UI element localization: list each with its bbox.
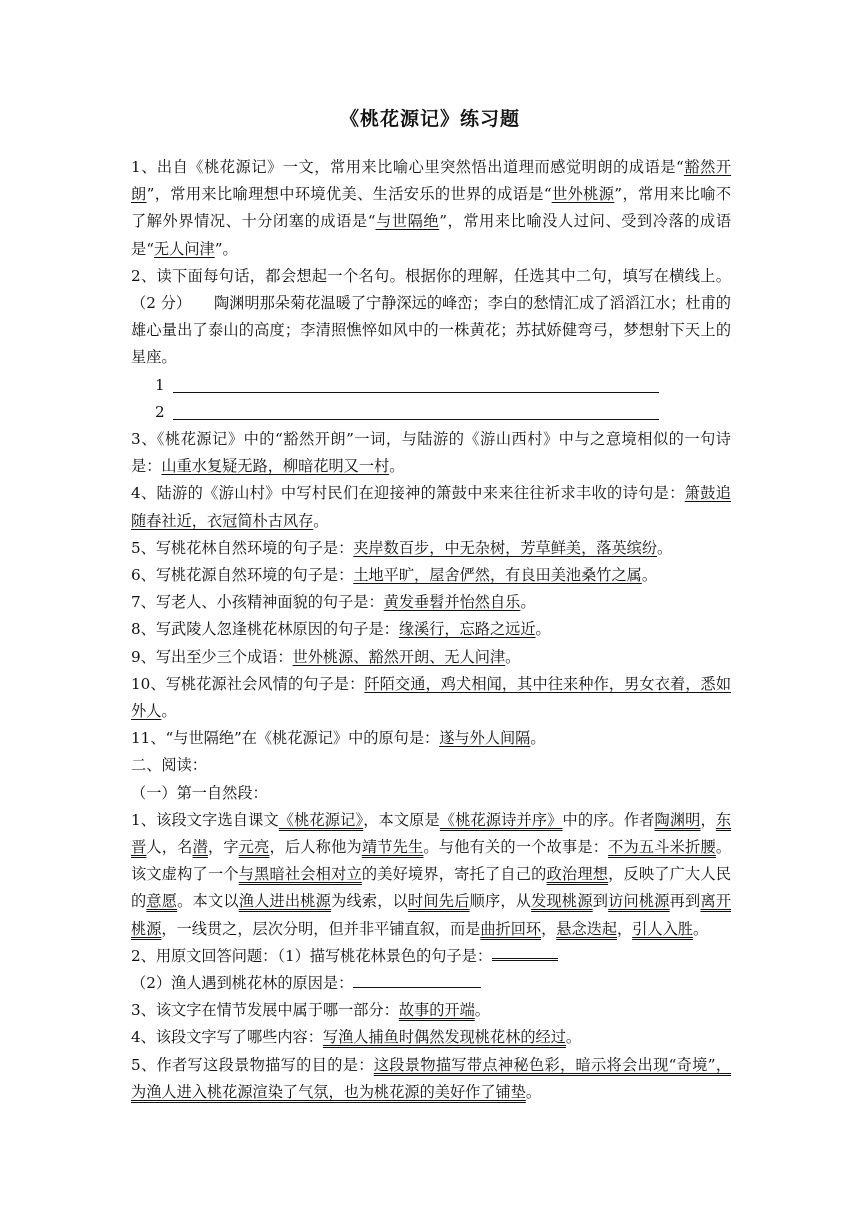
question-text: 9、写出至少三个成语： [131,647,293,666]
question-text: 。 [313,511,329,530]
question-text: 。 [692,919,709,938]
reading-question-1 [131,807,731,943]
blank-line [173,374,659,393]
question-text: 。 [535,620,551,639]
answer: 访问桃源 [608,892,670,911]
question-text: ， [541,919,557,938]
question-text: 人，名 [146,838,193,857]
question-text: 中的序。作者 [562,810,655,829]
question-5 [131,535,731,562]
section-heading: 二、阅读： [131,756,207,775]
question-text: 11、“与世隔绝”在《桃花源记》中的原句是： [131,729,440,748]
question-text: 。该文虚构了一个 [131,838,732,884]
question-text: ”，常用来比喻理想中环境优美、生活安乐的世界的成语是“ [146,185,552,204]
question-text: 。 [530,729,546,748]
answer: 与黑暗社会相对立 [238,865,362,884]
question-text: ， [700,810,716,829]
question-text: ，本文原是 [363,810,440,829]
subsection-heading: （一）第一自然段： [131,783,268,802]
blank-number: 1 [155,375,165,394]
question-9 [131,644,731,671]
answer: 故事的开端 [398,1001,475,1020]
answer: 夹岸数百步，中无杂树，芳草鲜美，落英缤纷 [353,538,658,557]
question-text: ， [617,919,633,938]
answer: 与世隔绝 [375,212,440,231]
answer: 箫鼓追随春社近，衣冠简朴古风存 [131,484,731,530]
question-text: ”，常用来比喻不了解外界情况、十分闭塞的成语是“ [131,185,732,231]
question-text: 。 [657,538,673,557]
question-text: ”，常用来比喻没人过问、受到冷落的成语是“ [131,212,732,258]
question-text: 到 [592,892,609,911]
question-text: 4、陆游的《游山村》中写村民们在迎接神的箫鼓中来来往往祈求丰收的诗句是： [131,484,685,503]
reading-question-5 [131,1052,731,1106]
blank-line [173,401,659,420]
question-text: 5、写桃花林自然环境的句子是： [131,538,354,557]
question-text: 1、该段文字选自课文 [131,810,279,829]
question-text: 再到 [669,892,701,911]
answer: 引人入胜 [632,919,693,938]
answer: 离开桃源 [131,892,732,938]
answer: 靖节先生 [361,838,424,857]
answer: 时间先后 [408,892,470,911]
question-4 [131,480,731,534]
question-text: 。本文以 [177,892,239,911]
question-text: ，一线贯之，层次分明，但并非平铺直叙，而是 [161,919,481,938]
question-text: ，字 [207,838,239,857]
answer: 山重水复疑无路，柳暗花明又一村 [161,457,390,476]
question-text: 。 [161,702,177,721]
question-10 [131,671,731,725]
question-text: 2、用原文回答问题：（1）描写桃花林景色的句子是： [131,946,493,965]
answer: 《桃花源记》 [278,810,364,829]
question-6 [131,562,731,589]
answer: 黄发垂髫并怡然自乐 [383,593,521,612]
blank-number: 2 [155,402,165,421]
question-11 [131,725,731,752]
question-text: 10、写桃花源社会风情的句子是： [131,674,365,693]
question-text: 。 [474,1001,490,1020]
answer: 陶渊明 [654,810,701,829]
reading-question-4 [131,1024,731,1051]
answer: 曲折回环 [480,919,542,938]
question-text: 6、写桃花源自然环境的句子是： [131,566,354,585]
answer: 豁然开朗 [131,158,732,204]
question-text: 。 [641,566,658,585]
answer: 意愿 [146,892,178,911]
answer: 潜 [192,838,208,857]
question-text: 7、写老人、小孩精神面貌的句子是： [131,593,384,612]
answer: 元亮 [238,838,270,857]
answer-blank [492,944,558,961]
reading-question-2a [131,943,731,970]
answer: 土地平旷，屋舍俨然，有良田美池桑竹之属 [353,566,642,585]
question-text: 3、《桃花源记》中的“豁然开朗”一词，与陆游的《游山西村》中与之意境相似的一句诗是： [131,430,731,476]
answer-blank-1 [131,372,731,399]
answer: 写渔人捕鱼时偶然发现桃花林的经过 [322,1028,566,1047]
question-text: 。与他有关的一个故事是： [423,838,609,857]
question-text: ”。 [214,239,238,258]
question-text: 3、该文字在情节发展中属于哪一部分： [131,1001,399,1020]
document-title: 《桃花源记》练习题 [339,108,520,130]
question-text: 顺序，从 [469,892,532,911]
question-text: ，反映了广大人民的 [131,865,732,911]
answer: 政治理想 [546,865,609,884]
answer: 无人问津 [153,239,215,258]
question-text: 。 [389,457,405,476]
question-text: （2）渔人遇到桃花林的原因是： [131,974,354,993]
answer: 发现桃源 [531,892,593,911]
reading-question-3 [131,997,731,1024]
question-text: 8、写武陵人忽逢桃花林原因的句子是： [131,620,399,639]
answer: 《桃花源诗并序》 [439,810,563,829]
question-2: 2、读下面每句话，都会想起一个名句。根据你的理解，任选其中二句，填写在横线上。（2 分） 陶渊明那朵菊花温暖了宁静深远的峰峦；李白的愁情汇成了滔滔江水；杜甫的雄心量出了泰山的高度；李清照憔悴如风中的一株黄花；苏拭娇健弯弓，梦想射下天上的星座。 [131,266,731,367]
answer: 遂与外人间隔 [439,729,531,748]
question-7 [131,589,731,616]
question-3 [131,426,731,480]
question-text: 为线索，以 [331,892,409,911]
answer-blank-2 [131,399,731,426]
question-1 [131,154,731,263]
question-text: 4、该段文字写了哪些内容： [131,1028,323,1047]
answer: 缘溪行，忘路之远近 [398,620,536,639]
question-text: 。 [565,1028,582,1047]
question-text: 1、出自《桃花源记》一文，常用来比喻心里突然悟出道理而感觉明朗的成语是“ [131,158,684,176]
answer: 世外桃源 [551,185,615,204]
answer-blank [353,971,481,988]
question-text: 。 [520,593,536,612]
answer: 这段景物描写带点神秘色彩，暗示将会出现“奇境”，为渔人进入桃花源渲染了气氛，也为桃花源的美好作了铺垫 [131,1055,732,1101]
question-text: 的美好境界，寄托了自己的 [361,865,547,884]
question-8 [131,616,731,643]
answer: 阡陌交通，鸡犬相闻，其中往来种作，男女衣着，悉如外人 [131,674,732,721]
answer: 世外桃源、豁然开朗、无人问津 [292,647,506,666]
question-text: 。 [505,647,521,666]
answer: 东晋 [131,810,732,857]
question-text: 。 [525,1082,542,1101]
question-text: 5、作者写这段景物描写的目的是： [131,1055,374,1074]
answer: 悬念迭起 [556,919,617,938]
question-text: ，后人称他为 [269,838,362,857]
reading-question-2b [131,970,731,997]
answer: 渔人进出桃源 [238,892,332,911]
answer: 不为五斗米折腰 [608,838,716,857]
document-body [131,154,731,1106]
